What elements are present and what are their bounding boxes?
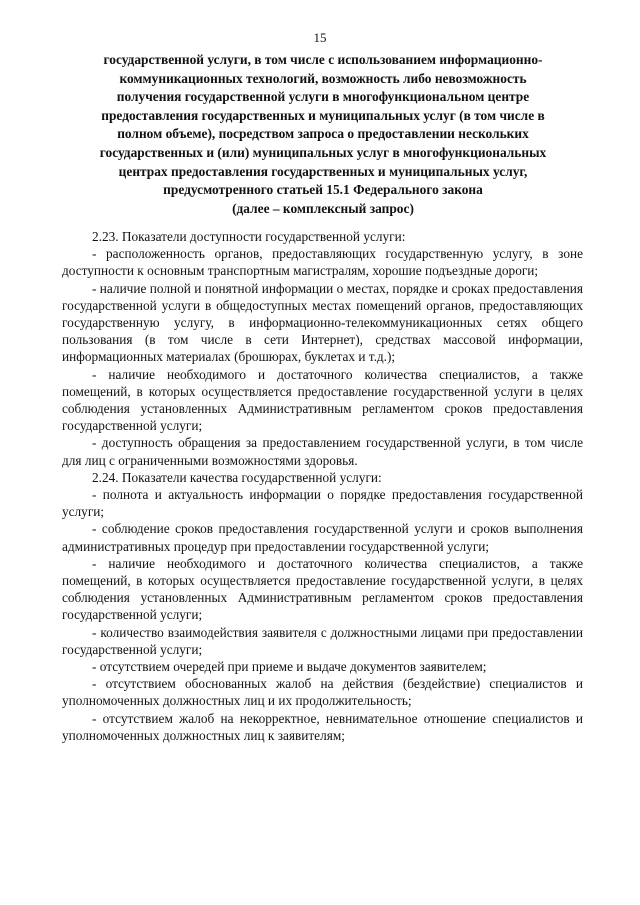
paragraph: - количество взаимодействия заявителя с должностными лицами при предоставлении государственной услуги; — [62, 624, 583, 657]
section-heading — [62, 51, 584, 218]
heading-line: предоставления государственных и муниципальных услуг (в том числе в — [101, 107, 545, 123]
heading-line: центрах предоставления государственных и муниципальных услуг, — [118, 163, 528, 179]
paragraph: - расположенность органов, предоставляющих государственную услугу, в зоне доступности к основным транспортным магистралям, хорошие подъездные дороги; — [62, 246, 583, 279]
paragraph: - соблюдение сроков предоставления государственной услуги и сроков выполнения административных процедур при предоставлении государственной услуги; — [62, 521, 583, 554]
section-title-2-23: 2.23. Показатели доступности государственной услуги: — [92, 229, 406, 244]
paragraph: - отсутствием очередей при приеме и выдаче документов заявителем; — [92, 659, 487, 675]
page-number: 15 — [313, 30, 327, 45]
heading-line: (далее – комплексный запрос) — [232, 200, 414, 216]
paragraph: - доступность обращения за предоставлением государственной услуги, в том числе для лиц с ограниченными возможностями здоровья. — [62, 435, 583, 468]
paragraph: - полнота и актуальность информации о порядке предоставления государственной услуги; — [62, 487, 583, 520]
heading-line: государственной услуги, в том числе с использованием информационно- — [103, 52, 543, 67]
heading-line: предусмотренного статьей 15.1 Федерального закона — [163, 182, 483, 198]
heading-line: полном объеме), посредством запроса о предоставлении нескольких — [117, 126, 529, 142]
paragraph: - наличие полной и понятной информации о местах, порядке и сроках предоставления государственной услуги в общедоступных местах помещений органов, предоставляющих государственную услугу, в информационно-телекоммуникационных сетях общего пользования (в том числе в сети Интернет), средствах массовой информации, информационных материалах (брошюрах, буклетах и т.д.); — [62, 280, 583, 365]
paragraph: - наличие необходимого и достаточного количества специалистов, а также помещений, в которых осуществляется предоставление государственной услуги в целях соблюдения установленных Административным регламентом сроков предоставления государственной услуги; — [62, 366, 583, 434]
paragraph: - наличие необходимого и достаточного количества специалистов, а также помещений, в которых осуществляется предоставление государственной услуги, в целях соблюдения установленных Административным регламентом сроков предоставления государственной услуги; — [62, 555, 583, 623]
paragraph: - отсутствием обоснованных жалоб на действия (бездействие) специалистов и уполномоченных должностных лиц и их продолжительность; — [62, 676, 583, 709]
section-title-2-24: 2.24. Показатели качества государственной услуги: — [92, 469, 382, 485]
document-body — [62, 228, 583, 744]
heading-line: государственных и (или) муниципальных услуг в многофункциональных — [99, 144, 547, 160]
heading-line: получения государственной услуги в многофункциональном центре — [116, 89, 530, 105]
paragraph: - отсутствием жалоб на некорректное, невнимательное отношение специалистов и уполномоченных должностных лиц к заявителям; — [62, 710, 583, 743]
heading-line: коммуникационных технологий, возможность либо невозможность — [119, 70, 527, 86]
